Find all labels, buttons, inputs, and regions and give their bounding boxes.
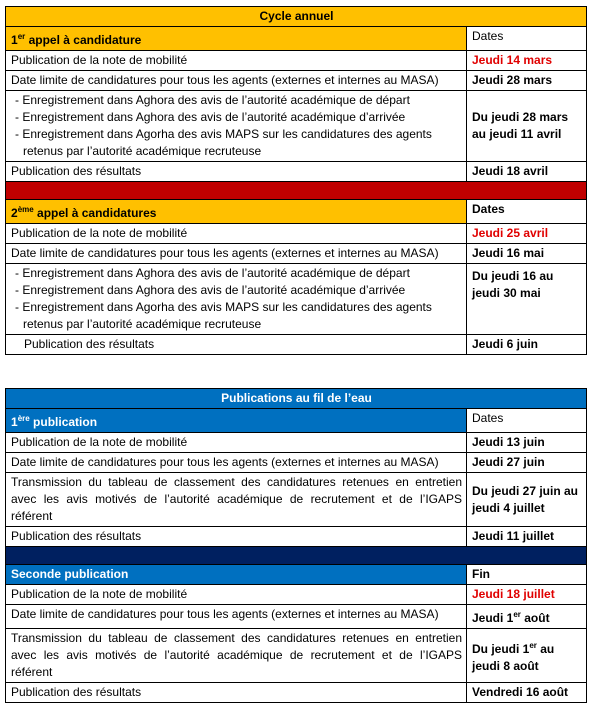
call1-r1-label: Publication de la note de mobilité: [6, 51, 467, 71]
call2-r3-date: Du jeudi 16 au jeudi 30 mai: [467, 264, 587, 335]
table-row: [6, 162, 587, 182]
pub1-r1-date: Jeudi 13 juin: [467, 433, 587, 453]
call1-bullets: [6, 91, 467, 162]
pub1-r3-label: Transmission du tableau de classement des candidatures retenues en entretien avec les avis motivés de l’autorité académique de recrutement et de l’IGAPS référent: [6, 473, 467, 527]
fil-eau-table: [5, 388, 587, 703]
pub2-r3-label: Transmission du tableau de classement des candidatures retenues en entretien avec les avis motivés de l’autorité académique de recrutement et de l’IGAPS référent: [6, 629, 467, 683]
call1-r3-date: Du jeudi 28 mars au jeudi 11 avril: [467, 91, 587, 162]
pub1-r3-date: Du jeudi 27 juin au jeudi 4 juillet: [467, 473, 587, 527]
call2-r4-date: Jeudi 6 juin: [467, 335, 587, 355]
pub1-header-row: [6, 409, 587, 433]
pub2-r3-date: Du jeudi 1er au jeudi 8 août: [467, 629, 587, 683]
red-separator: [6, 182, 587, 200]
call2-bullet-1: - Enregistrement dans Aghora des avis de l’autorité académique de départ: [15, 266, 410, 280]
call2-r2-label: Date limite de candidatures pour tous les agents (externes et internes au MASA): [6, 244, 467, 264]
call1-header-row: [6, 27, 587, 51]
pub1-r2-label: Date limite de candidatures pour tous les agents (externes et internes au MASA): [6, 453, 467, 473]
call1-r2-date: Jeudi 28 mars: [467, 71, 587, 91]
table-row: [6, 335, 587, 355]
call2-r2-date: Jeudi 16 mai: [467, 244, 587, 264]
navy-separator: [6, 547, 587, 565]
red-separator-row: [6, 182, 587, 200]
pub2-dates-label: Fin: [467, 565, 587, 585]
pub2-r2-label: Date limite de candidatures pour tous les agents (externes et internes au MASA): [6, 605, 467, 629]
pub2-r4-date: Vendredi 16 août: [467, 683, 587, 703]
fil-title: Publications au fil de l’eau: [6, 389, 587, 409]
table-row: [6, 527, 587, 547]
table-row: [6, 264, 587, 335]
call2-r1-label: Publication de la note de mobilité: [6, 224, 467, 244]
table-row: [6, 224, 587, 244]
call1-r4-date: Jeudi 18 avril: [467, 162, 587, 182]
pub2-header-row: [6, 565, 587, 585]
call1-bullet-1: - Enregistrement dans Aghora des avis de l’autorité académique de départ: [15, 93, 410, 107]
call1-bullet-3: - Enregistrement dans Agorha des avis MAPS sur les candidatures des agents retenus par l’autorité académique recruteuse: [15, 127, 432, 158]
table-row: [6, 473, 587, 527]
pub1-r1-label: Publication de la note de mobilité: [6, 433, 467, 453]
pub1-r2-date: Jeudi 27 juin: [467, 453, 587, 473]
table-row: [6, 71, 587, 91]
pub2-r1-label: Publication de la note de mobilité: [6, 585, 467, 605]
call1-r1-date: Jeudi 14 mars: [467, 51, 587, 71]
pub2-r4-label: Publication des résultats: [6, 683, 467, 703]
navy-separator-row: [6, 547, 587, 565]
call2-r4-label: Publication des résultats: [6, 335, 467, 355]
call2-bullet-2: - Enregistrement dans Aghora des avis de l’autorité académique d’arrivée: [15, 283, 406, 297]
table-row: [6, 51, 587, 71]
pub2-heading: Seconde publication: [6, 565, 467, 585]
table-row: [6, 629, 587, 683]
call2-header-row: [6, 200, 587, 224]
call2-heading: 2ème appel à candidatures: [6, 200, 467, 224]
call2-r1-date: Jeudi 25 avril: [467, 224, 587, 244]
fil-title-row: [6, 389, 587, 409]
pub1-dates-label: Dates: [467, 409, 587, 433]
cycle-title: Cycle annuel: [6, 7, 587, 27]
call1-heading: 1er appel à candidature: [6, 27, 467, 51]
cycle-annuel-table: [5, 6, 587, 355]
call2-bullets: [6, 264, 467, 335]
table-row: [6, 244, 587, 264]
call2-dates-label: Dates: [467, 200, 587, 224]
cycle-title-row: [6, 7, 587, 27]
call2-bullet-3: - Enregistrement dans Agorha des avis MAPS sur les candidatures des agents retenus par l’autorité académique recruteuse: [15, 300, 432, 331]
table-row: [6, 683, 587, 703]
pub1-heading: 1ère publication: [6, 409, 467, 433]
pub2-r2-date: Jeudi 1er août: [467, 605, 587, 629]
pub2-r1-date: Jeudi 18 juillet: [467, 585, 587, 605]
call1-dates-label: Dates: [467, 27, 587, 51]
pub1-r4-label: Publication des résultats: [6, 527, 467, 547]
call1-bullet-2: - Enregistrement dans Aghora des avis de l’autorité académique d’arrivée: [15, 110, 406, 124]
call1-r4-label: Publication des résultats: [6, 162, 467, 182]
table-row: [6, 453, 587, 473]
table-row: [6, 585, 587, 605]
call1-r2-label: Date limite de candidatures pour tous les agents (externes et internes au MASA): [6, 71, 467, 91]
pub1-r4-date: Jeudi 11 juillet: [467, 527, 587, 547]
table-row: [6, 605, 587, 629]
table-row: [6, 91, 587, 162]
table-row: [6, 433, 587, 453]
